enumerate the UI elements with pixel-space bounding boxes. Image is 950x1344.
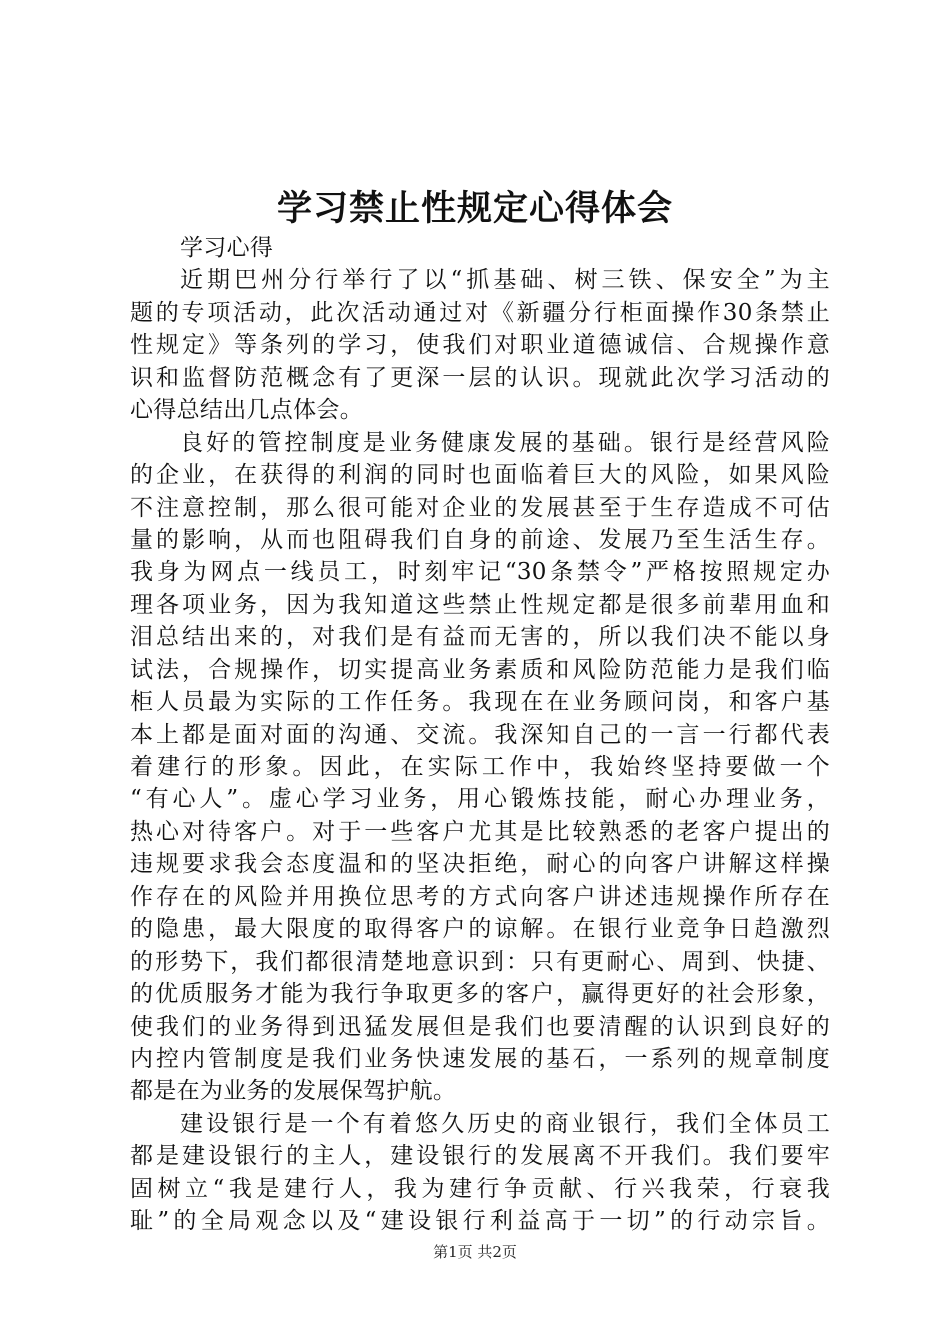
text-line: 本上都是面对面的沟通、交流。我深知自己的一言一行都代表 — [130, 721, 830, 748]
text-line: 违规要求我会态度温和的坚决拒绝，耐心的向客户讲解这样操 — [130, 851, 830, 878]
text-line: 使我们的业务得到迅猛发展但是我们也要清醒的认识到良好的 — [130, 1013, 830, 1040]
text-line: 识和监督防范概念有了更深一层的认识。现就此次学习活动的 — [130, 364, 830, 391]
text-line: 泪总结出来的，对我们是有益而无害的，所以我们决不能以身 — [130, 624, 830, 651]
page-footer: 第1页 共2页 — [433, 1243, 517, 1261]
document-title: 学习禁止性规定心得体会 — [276, 189, 673, 229]
text-line: 作存在的风险并用换位思考的方式向客户讲述违规操作所存在 — [130, 883, 830, 910]
text-line: 理各项业务，因为我知道这些禁止性规定都是很多前辈用血和 — [130, 591, 830, 618]
text-line: 建设银行是一个有着悠久历史的商业银行，我们全体员工 — [180, 1110, 830, 1137]
text-line: 耻”的全局观念以及“建设银行利益高于一切”的行动宗旨。 — [130, 1208, 830, 1235]
document-body — [130, 232, 830, 1238]
text-line: 的企业，在获得的利润的同时也面临着巨大的风险，如果风险 — [130, 462, 830, 489]
text-line: 的隐患，最大限度的取得客户的谅解。在银行业竞争日趋激烈 — [130, 916, 830, 943]
text-line: 我身为网点一线员工，时刻牢记“30条禁令”严格按照规定办 — [130, 559, 830, 586]
text-line: 题的专项活动，此次活动通过对《新疆分行柜面操作30条禁止 — [130, 299, 830, 326]
text-line: 都是建设银行的主人，建设银行的发展离不开我们。我们要牢 — [130, 1143, 830, 1170]
text-line: 着建行的形象。因此，在实际工作中，我始终坚持要做一个 — [130, 754, 830, 780]
text-line: 的优质服务才能为我行争取更多的客户，赢得更好的社会形象， — [130, 981, 830, 1008]
text-line: 热心对待客户。对于一些客户尤其是比较熟悉的老客户提出的 — [130, 818, 830, 845]
text-line: 心得总结出几点体会。 — [130, 397, 363, 424]
text-line: 的形势下，我们都很清楚地意识到：只有更耐心、周到、快捷、 — [130, 948, 830, 975]
text-line: 近期巴州分行举行了以“抓基础、树三铁、保安全”为主 — [180, 267, 830, 294]
text-line: 不注意控制，那么很可能对企业的发展甚至于生存造成不可估 — [130, 494, 830, 521]
text-line: 固树立“我是建行人，我为建行争贡献、行兴我荣，行衰我 — [130, 1175, 830, 1202]
text-line: 内控内管制度是我们业务快速发展的基石，一系列的规章制度 — [130, 1045, 830, 1072]
text-line: 都是在为业务的发展保驾护航。 — [130, 1078, 457, 1105]
text-line: 良好的管控制度是业务健康发展的基础。银行是经营风险 — [180, 429, 830, 456]
text-line: 柜人员最为实际的工作任务。我现在在业务顾问岗，和客户基 — [130, 689, 830, 716]
text-line: “有心人”。虚心学习业务，用心锻炼技能，耐心办理业务， — [130, 786, 830, 813]
text-line: 性规定》等条列的学习，使我们对职业道德诚信、合规操作意 — [130, 332, 830, 359]
text-line: 学习心得 — [180, 235, 274, 261]
text-line: 量的影响，从而也阻碍我们自身的前途、发展乃至生活生存。 — [130, 526, 830, 553]
text-line: 试法，合规操作，切实提高业务素质和风险防范能力是我们临 — [130, 656, 830, 683]
